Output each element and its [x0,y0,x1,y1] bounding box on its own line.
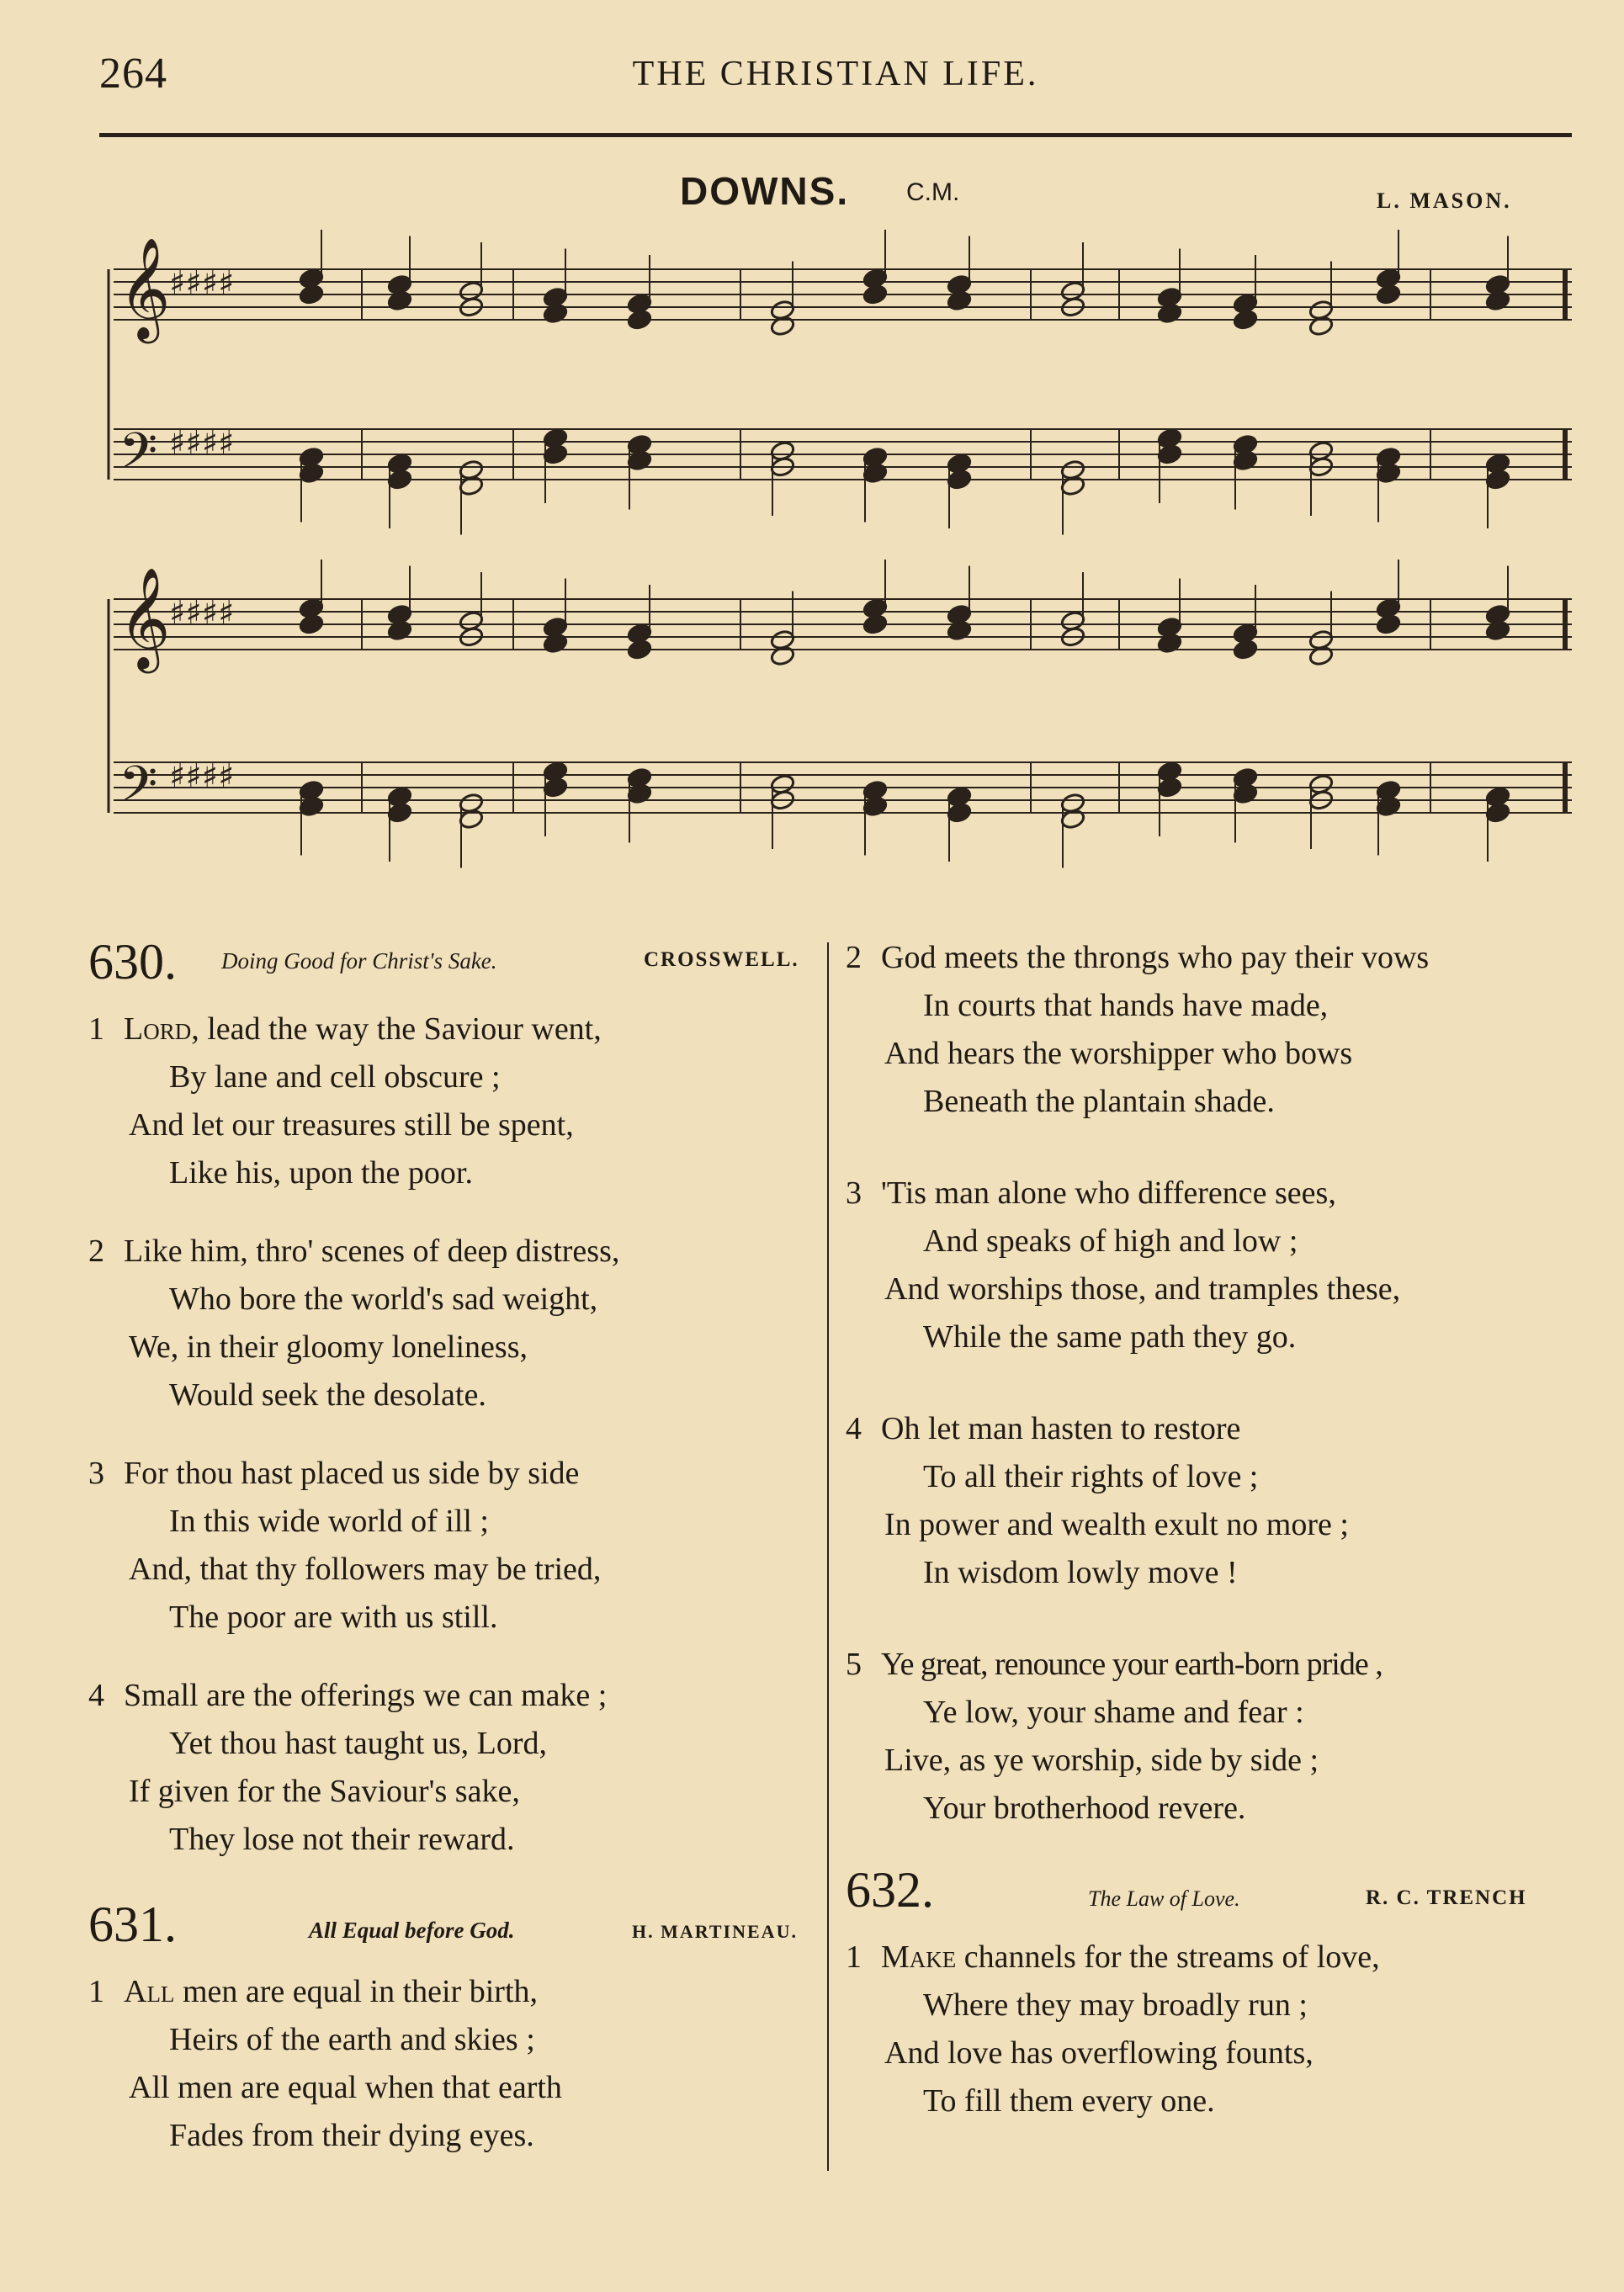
first-word: Lord, [124,1011,199,1047]
note-head [862,284,889,305]
line-text: men are equal in their birth, [174,1974,539,2009]
hymn-author: CROSSWELL. [644,948,799,971]
verse-line: And worships those, and tramples these, [884,1271,1401,1307]
note-head [299,613,325,635]
stanza-number: 3 [88,1456,104,1491]
stanza [846,1641,1569,1833]
note-head [1485,802,1511,824]
note-head [1308,645,1335,667]
right-column [846,934,1569,2125]
verse-line: While the same path they go. [923,1319,1297,1355]
note-head [627,783,653,805]
verse-line: To fill them every one. [923,2083,1215,2119]
verse-line: And love has overflowing founts, [884,2035,1314,2071]
note-head [1233,639,1259,661]
key-signature: ♯♯♯♯ [169,264,235,303]
note-head [947,290,973,312]
hymn-author: H. MARTINEAU. [632,1921,798,1942]
verse-line: Who bore the world's sad weight, [169,1281,598,1317]
note-head [862,613,889,635]
verse-line: Ye low, your shame and fear : [923,1695,1304,1730]
note-head [1376,613,1402,635]
note-head [627,639,653,661]
note-head [1308,316,1335,337]
note-head [1157,777,1183,798]
hymn-631 [88,1897,820,2160]
verse-line: And hears the worshipper who bows [884,1036,1353,1071]
verse-line: They lose not their reward. [169,1822,515,1857]
line-text: lead the way the Saviour went, [199,1011,602,1047]
stanza-number: 4 [88,1678,104,1713]
hymn-631-continued [846,934,1569,1833]
note-head [770,316,796,337]
verse-line: Heirs of the earth and skies ; [169,2022,535,2057]
page-number: 264 [99,50,167,98]
verse-line: Like his, upon the poor. [169,1155,473,1191]
note-head [1157,443,1183,465]
note-head [387,620,413,642]
verse-line: And let our treasures still be spent, [129,1107,574,1143]
verse-line [846,1934,1569,1982]
tune-meter: C.M. [906,178,960,206]
note-head [1060,809,1086,830]
note-head [387,469,413,491]
running-title: THE CHRISTIAN LIFE. [632,55,1039,93]
verse-line: We, in their gloomy loneliness, [129,1329,528,1365]
column-divider [827,942,829,2171]
stanza-number: 2 [88,1234,104,1269]
stanza [846,1170,1569,1361]
hymn-630 [88,934,820,1864]
key-signature: ♯♯♯♯ [169,594,235,633]
verse-line [846,1405,1569,1453]
hymn-632 [846,1862,1569,2125]
verse-line [846,1170,1569,1218]
verse-line: Fades from their dying eyes. [169,2118,534,2153]
note-head [1233,783,1259,805]
note-head [387,802,413,824]
note-head [299,284,325,305]
note-head [862,796,889,818]
stanza [88,1968,820,2160]
note-head [299,796,325,818]
line-text: Ye great, renounce your earth-born pride , [881,1647,1383,1682]
verse-line [88,1450,820,1498]
verse-line [88,1672,820,1720]
verse-line: Yet thou hast taught us, Lord, [169,1726,547,1761]
verse-line [88,1005,820,1053]
note-head [1376,796,1402,818]
note-head [862,463,889,485]
note-head [459,475,485,497]
verse-line: Your brotherhood revere. [923,1791,1246,1826]
note-head [543,443,569,465]
stanza-number: 1 [88,1974,104,2009]
note-head [543,777,569,798]
tune-composer: L. MASON. [1377,188,1512,213]
stanza [88,1450,820,1642]
note-head [1233,309,1259,331]
hymn-subject: The Law of Love. [1088,1886,1240,1911]
verse-line: In wisdom lowly move ! [923,1555,1238,1590]
key-signature: ♯♯♯♯ [169,757,235,796]
line-text: channels for the streams of love, [956,1939,1380,1975]
note-head [299,463,325,485]
left-column [88,934,820,2160]
treble-clef: 𝄞 [119,236,171,339]
note-head [1485,290,1511,312]
stanza-number: 1 [88,1011,104,1047]
verse-line: And speaks of high and low ; [923,1223,1298,1259]
stanza-number: 1 [846,1939,862,1975]
stanza [846,1934,1569,2125]
verse-line: If given for the Saviour's sake, [129,1774,520,1809]
note-head [543,303,569,325]
stanza-number: 5 [846,1647,861,1682]
verse-line: In power and wealth exult no more ; [884,1507,1349,1542]
note-head [947,469,973,491]
verse-line [846,934,1569,982]
verse-line [846,1641,1569,1689]
first-word: Make [881,1939,957,1975]
verse-line: The poor are with us still. [169,1600,498,1635]
hymn-number: 631. [88,1897,177,1952]
stanza [846,934,1569,1126]
note-head [387,290,413,312]
stanza [846,1405,1569,1597]
note-head [1157,633,1183,655]
verse-line [88,1968,820,2016]
verse-line: Beneath the plantain shade. [923,1084,1275,1119]
verse-line: And, that thy followers may be tried, [129,1552,602,1587]
stanza [88,1228,820,1419]
verse-line: Live, as ye worship, side by side ; [884,1743,1319,1778]
hymn-heading [88,1897,820,1952]
note-head [770,645,796,667]
line-text: 'Tis man alone who difference sees, [881,1175,1336,1211]
first-word: All [124,1974,175,2009]
note-head [627,309,653,331]
hymn-subject: Doing Good for Christ's Sake. [221,948,497,974]
music-score [0,0,1624,909]
verse-line: All men are equal when that earth [129,2070,562,2105]
note-head [1485,469,1511,491]
hymn-heading [88,934,820,989]
line-text: For thou hast placed us side by side [124,1456,580,1491]
note-head [1233,450,1259,472]
verse-line [88,1228,820,1276]
note-head [627,450,653,472]
note-head [543,633,569,655]
stanza [88,1672,820,1864]
stanza-number: 3 [846,1175,862,1211]
note-head [1376,284,1402,305]
bass-clef: 𝄢 [119,755,158,825]
verse-line: To all their rights of love ; [923,1459,1259,1494]
note-head [947,802,973,824]
treble-clef: 𝄞 [119,566,171,669]
note-head [459,809,485,830]
hymn-number: 632. [846,1862,934,1918]
note-head [947,620,973,642]
verse-line: Would seek the desolate. [169,1377,486,1413]
verse-line: Where they may broadly run ; [923,1987,1308,2023]
note-head [1060,475,1086,497]
hymn-author: R. C. TRENCH [1366,1886,1527,1909]
stanza [88,1005,820,1197]
line-text: Like him, thro' scenes of deep distress, [124,1234,620,1269]
verse-line: In courts that hands have made, [923,988,1329,1023]
note-head [1157,303,1183,325]
stanza-number: 2 [846,940,862,975]
verse-line: By lane and cell obscure ; [169,1059,501,1095]
hymn-subject: All Equal before God. [309,1918,515,1943]
key-signature: ♯♯♯♯ [169,424,235,463]
bass-clef: 𝄢 [119,422,158,492]
hymn-number: 630. [88,934,177,989]
hymn-heading [846,1862,1569,1918]
line-text: Oh let man hasten to restore [881,1411,1241,1446]
line-text: God meets the throngs who pay their vows [881,940,1430,975]
tune-name: DOWNS. [680,169,850,213]
note-head [1485,620,1511,642]
verse-line: In this wide world of ill ; [169,1504,489,1539]
stanza-number: 4 [846,1411,862,1446]
note-head [1376,463,1402,485]
line-text: Small are the offerings we can make ; [124,1678,608,1713]
